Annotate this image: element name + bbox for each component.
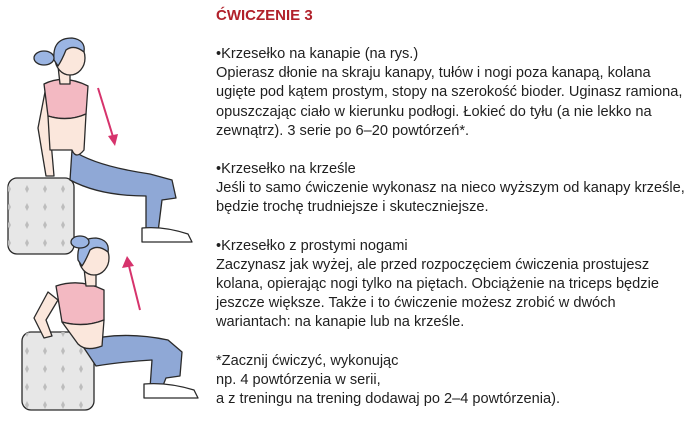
section-body: Zaczynasz jak wyżej, ale przed rozpoczęciem ćwiczenia prostujesz kolana, opierając nogi tylko na piętach. Obciążenie na triceps będzie jeszcze większe. Także i to ćwiczenie możesz zrobić w dwóch wariantach: na kanapie lub na krześle. — [216, 256, 659, 331]
figure-lower-position — [22, 236, 198, 410]
section-title: •Krzesełko na krześle — [216, 161, 356, 178]
section-title: •Krzesełko na kanapie (na rys.) — [216, 46, 419, 62]
footnote — [216, 352, 692, 410]
arrow-down — [98, 88, 114, 140]
exercise-heading: ĆWICZENIE 3 — [216, 7, 313, 24]
arrow-up — [128, 262, 140, 310]
footnote-line: a z treningu na trening dodawaj po 2–4 powtórzenia). — [216, 391, 560, 408]
section-body: Jeśli to samo ćwiczenie wykonasz na nieco wyższym od kanapy krześle, będzie trochę trudniejsze i skuteczniejsze. — [216, 180, 685, 216]
footnote-line: *Zacznij ćwiczyć, wykonując — [216, 352, 399, 369]
exercise-illustration — [0, 0, 215, 438]
exercise-text — [216, 6, 692, 409]
section-body: Opierasz dłonie na skraju kanapy, tułów i nogi poza kanapą, kolana ugięte pod kątem prostym, stopy na szerokość bioder. Uginasz ramiona, opuszczając ciało w kierunku podłogi. Łokieć do tyłu (a nie lekko na zewnątrz). 3 serie po 6–20 powtórzeń*. — [216, 65, 683, 139]
section-chair — [216, 160, 692, 218]
section-straight-legs — [216, 237, 692, 333]
section-title: •Krzesełko z prostymi nogami — [216, 237, 408, 254]
section-sofa — [216, 45, 692, 141]
figure-upper-position — [8, 38, 192, 254]
footnote-line: np. 4 powtórzenia w serii, — [216, 371, 381, 388]
